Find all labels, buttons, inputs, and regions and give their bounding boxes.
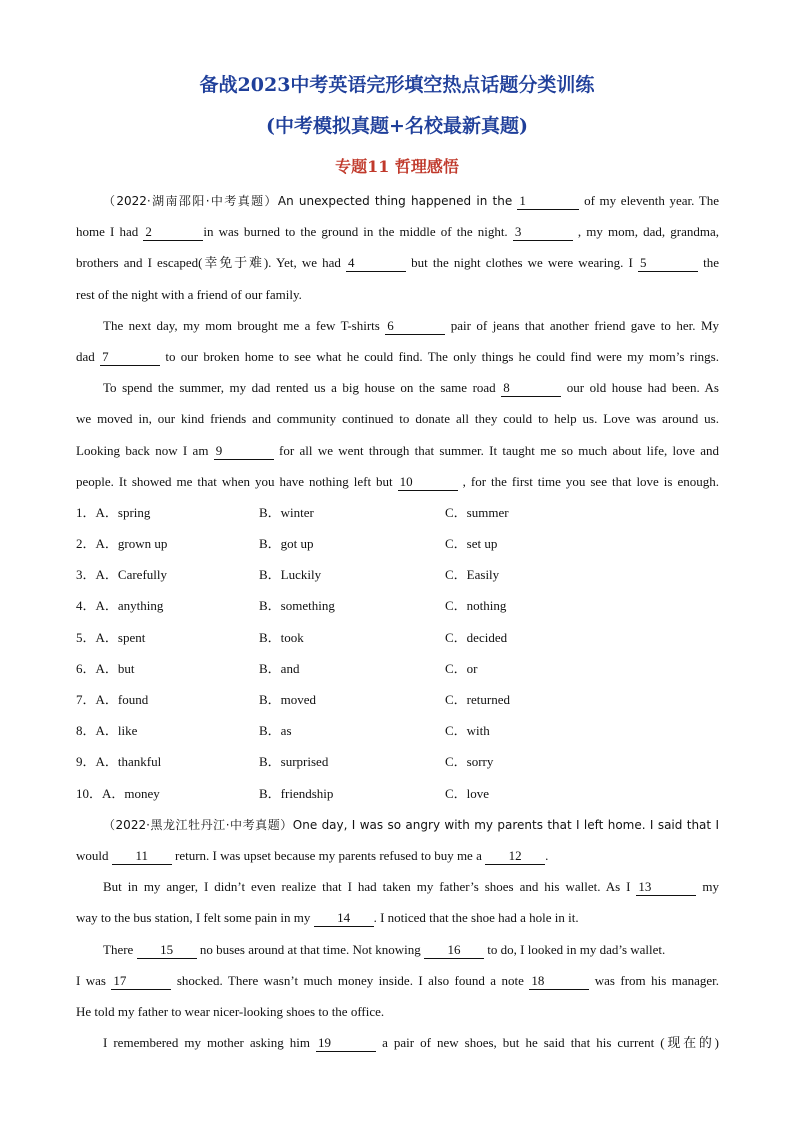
- passage2-line: [76, 934, 719, 965]
- option-row: [76, 653, 719, 684]
- option-b: B．surprised: [259, 754, 329, 770]
- text-segment: our old house had been. As: [561, 380, 719, 396]
- blank-2: 2: [143, 224, 203, 241]
- option-a-cell: [76, 684, 259, 715]
- document-subtitle: (中考模拟真题+名校最新真题): [266, 115, 528, 137]
- text-segment: dad: [76, 348, 101, 364]
- question-number: 4．: [76, 598, 96, 614]
- option-b: B．Luckily: [259, 567, 322, 583]
- options-list: [76, 497, 719, 809]
- option-c: C．returned: [445, 692, 510, 707]
- option-b: B．got up: [259, 536, 314, 552]
- question-number: 6．: [76, 660, 96, 676]
- option-a-cell: [76, 715, 259, 746]
- text-segment: , my mom, dad, grandma,: [572, 224, 719, 240]
- question-number: 2．: [76, 536, 96, 552]
- blank-11: 11: [112, 848, 172, 865]
- text-segment: way to the bus station, I felt some pain in my: [76, 910, 314, 926]
- document-body: [76, 185, 719, 1058]
- passage2-line: [76, 996, 719, 1027]
- blank-4: 4: [346, 255, 406, 272]
- option-row: [76, 622, 719, 653]
- document-title: 备战2023中考英语完形填空热点话题分类训练: [199, 74, 595, 96]
- text-segment: .: [545, 847, 549, 863]
- text-segment: no buses around at that time. Not knowing: [196, 941, 425, 957]
- passage2-line: [76, 965, 719, 996]
- blank-14: 14: [314, 910, 374, 927]
- option-a-cell: [76, 497, 259, 528]
- blank-17: 17: [111, 973, 171, 990]
- option-a-cell: [76, 622, 259, 653]
- text-segment: was from his manager.: [589, 972, 719, 988]
- text-segment: He told my father to wear nicer-looking shoes to the office.: [76, 1003, 385, 1019]
- option-a-text: A．spring: [95, 504, 151, 520]
- option-c: C．set up: [445, 536, 498, 552]
- option-a-cell: [76, 528, 259, 559]
- option-a-text: A．like: [95, 723, 138, 739]
- question-number: 5．: [76, 629, 96, 645]
- blank-15: 15: [137, 942, 197, 959]
- option-a-text: A．found: [95, 692, 149, 707]
- option-b: B．as: [259, 723, 292, 739]
- option-a-cell: [76, 559, 259, 590]
- option-b: B．something: [259, 598, 335, 614]
- passage1-line: [76, 216, 719, 247]
- option-a-text: A．anything: [95, 598, 164, 614]
- option-a-text: A．but: [95, 660, 135, 676]
- option-a-cell: [76, 653, 259, 684]
- blank-16: 16: [424, 942, 484, 959]
- blank-5: 5: [638, 255, 698, 272]
- question-number: 1．: [76, 504, 96, 520]
- blank-1: 1: [517, 193, 579, 210]
- blank-13: 13: [636, 879, 696, 896]
- text-segment: To spend the summer, my dad rented us a big house on the same road: [103, 380, 502, 396]
- blank-18: 18: [529, 973, 589, 990]
- question-number: 10．: [76, 785, 103, 801]
- passage1-line: [76, 435, 719, 466]
- blank-10: 10: [398, 474, 458, 491]
- option-c: C．decided: [445, 629, 508, 645]
- option-c: C．nothing: [445, 598, 507, 614]
- text-segment: in was burned to the ground in the middle of the night.: [203, 224, 513, 240]
- option-c: C．love: [445, 785, 490, 801]
- text-segment: home I had: [76, 224, 144, 240]
- blank-8: 8: [501, 380, 561, 397]
- option-row: [76, 590, 719, 621]
- text-segment: I was: [76, 972, 112, 988]
- option-b: B．took: [259, 629, 304, 645]
- option-b: B．friendship: [259, 785, 334, 801]
- text-segment: the: [698, 255, 719, 271]
- option-row: [76, 715, 719, 746]
- text-segment: brothers and I escaped(幸免于难). Yet, we had: [76, 255, 347, 271]
- text-segment: （2022·黑龙江牡丹江·中考真题）One day, I was so angry with my parents that I left home. I said that I: [103, 817, 719, 832]
- option-a-text: A．spent: [95, 629, 146, 645]
- option-c: C．sorry: [445, 754, 494, 770]
- option-a-text: A．grown up: [95, 536, 168, 552]
- option-a-cell: [76, 746, 259, 777]
- blank-3: 3: [513, 224, 573, 241]
- option-row: [76, 746, 719, 777]
- option-b: B．and: [259, 660, 300, 676]
- option-a-text: A．money: [102, 785, 160, 801]
- option-c: C．Easily: [445, 567, 500, 583]
- question-number: 9．: [76, 754, 96, 770]
- passage1-line: [76, 341, 719, 372]
- passage2-line: [76, 809, 719, 840]
- passage1-line: [76, 466, 719, 497]
- text-segment: return. I was upset because my parents refused to buy me a: [171, 847, 486, 863]
- passage2-line: [76, 871, 719, 902]
- text-segment: , for the first time you see that love is enough.: [457, 473, 719, 489]
- option-a-text: A．Carefully: [95, 567, 167, 583]
- text-segment: my: [696, 879, 719, 895]
- text-segment: pair of jeans that another friend gave to her. My: [445, 317, 719, 333]
- option-row: [76, 528, 719, 559]
- text-segment: for all we went through that summer. It taught me so much about life, love and: [273, 442, 719, 458]
- passage1-line: [76, 185, 719, 216]
- blank-9: 9: [214, 443, 274, 460]
- text-segment: rest of the night with a friend of our family.: [76, 286, 302, 302]
- text-segment: There: [103, 941, 137, 957]
- text-segment: to do, I looked in my dad’s wallet.: [484, 941, 666, 957]
- option-a-cell: [76, 590, 259, 621]
- option-row: [76, 684, 719, 715]
- option-row: [76, 497, 719, 528]
- text-segment: （2022·湖南邵阳·中考真题）An unexpected thing happened in the: [103, 194, 518, 208]
- question-number: 8．: [76, 723, 96, 739]
- passage1-line: [76, 403, 719, 434]
- passage2-line: [76, 902, 719, 933]
- passage1-line: [76, 279, 719, 310]
- text-segment: Looking back now I am: [76, 442, 214, 458]
- text-segment: would: [76, 847, 112, 863]
- option-row: [76, 559, 719, 590]
- option-row: [76, 778, 719, 809]
- option-a-text: A．thankful: [95, 754, 162, 770]
- text-segment: The next day, my mom brought me a few T-shirts: [103, 317, 386, 333]
- option-c: C．with: [445, 723, 490, 739]
- option-a-cell: [76, 778, 259, 809]
- text-segment: but the night clothes we were wearing. I: [406, 255, 638, 271]
- option-c: C．or: [445, 660, 478, 676]
- blank-19: 19: [316, 1035, 376, 1052]
- text-segment: a pair of new shoes, but he said that his current (现在的): [376, 1035, 719, 1051]
- question-number: 3．: [76, 567, 96, 583]
- blank-7: 7: [100, 349, 160, 366]
- passage1-line: [76, 310, 719, 341]
- question-number: 7．: [76, 692, 96, 707]
- text-segment: . I noticed that the shoe had a hole in it.: [373, 910, 579, 926]
- text-segment: But in my anger, I didn’t even realize that I had taken my father’s shoes and his wallet. As I: [103, 879, 637, 895]
- text-segment: we moved in, our kind friends and community continued to donate all they could to help us. Love was around us.: [76, 411, 719, 427]
- option-b: B．winter: [259, 504, 314, 520]
- topic-heading: 专题11 哲理感悟: [335, 157, 459, 176]
- text-segment: people. It showed me that when you have nothing left but: [76, 473, 398, 489]
- passage2-line: [76, 1027, 719, 1058]
- passage1-line: [76, 372, 719, 403]
- passage2-line: [76, 840, 719, 871]
- blank-6: 6: [385, 318, 445, 335]
- text-segment: I remembered my mother asking him: [103, 1035, 317, 1051]
- text-segment: of my eleventh year. The: [579, 193, 719, 208]
- blank-12: 12: [485, 848, 545, 865]
- passage1-line: [76, 247, 719, 278]
- option-b: B．moved: [259, 692, 317, 707]
- text-segment: shocked. There wasn’t much money inside. I also found a note: [171, 972, 530, 988]
- option-c: C．summer: [445, 504, 509, 520]
- text-segment: to our broken home to see what he could find. The only things he could find were my mom’s rings.: [160, 348, 719, 364]
